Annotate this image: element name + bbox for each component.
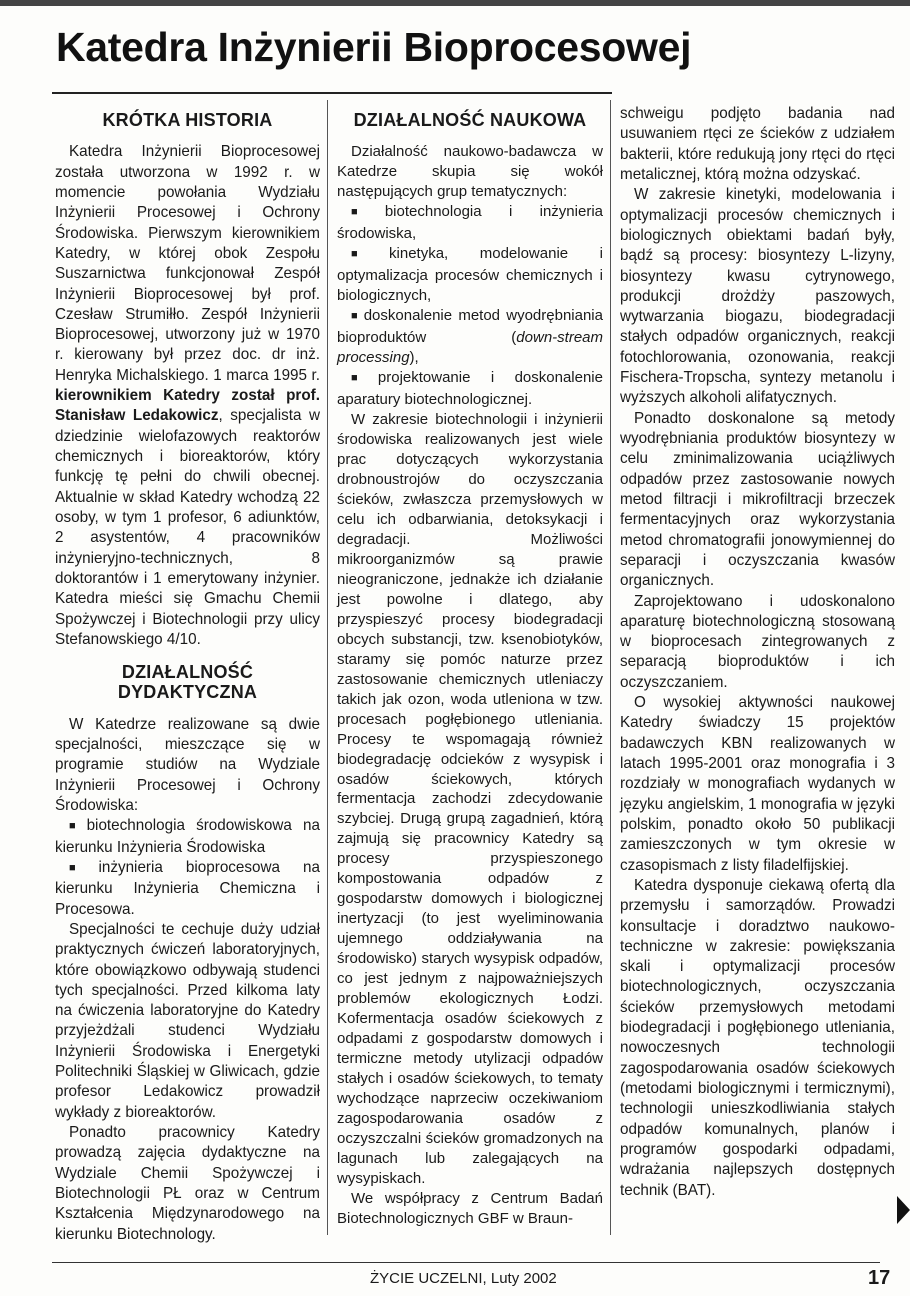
science-bullet-3-text-b: ), [409, 348, 419, 366]
magazine-issue: ŻYCIE UCZELNI, Luty 2002 [370, 1270, 557, 1287]
section-heading-science: DZIAŁALNOŚĆ NAUKOWA [353, 110, 587, 130]
didactic-bullet-2 [55, 858, 320, 920]
column-3 [620, 104, 895, 1201]
column-1 [55, 104, 320, 1245]
section-heading-history: KRÓTKA HISTORIA [102, 110, 273, 130]
history-text-a: Katedra Inżynierii Bioprocesowej została utworzona w 1992 r. w momencie powołania Wydziału Inżynierii Procesowej i Ochrony Środowiska. Pierwszym kierownikiem Katedry, w której obok Zespołu Suszarnictwa funkcjonował Zespół Inżynierii Bioprocesowej był prof. Czesław Strumiłło. Zespół Inżynierii Bioprocesowej, utworzony już w 1970 r. kierowany był przez doc. dr inż. Henryka Michalskiego. 1 marca 1995 r. [55, 143, 320, 384]
col3-paragraph-6: Katedra dysponuje ciekawą ofertą dla przemysłu i samorządów. Prowadzi konsultacje i doradztwo naukowo-techniczne w zakresie: powiększania skali i optymalizacji procesów biotechnologicznych, oczyszczania ścieków przemysłowych metodami biodegradacji i pogłębionego utleniania, nowoczesnych technologii zagospodarowania osadów ściekowych (metodami biologicznymi i termicznymi), technologii unieszkodliwiania stałych odpadów komunalnych, planów i programów gospodarki odpadami, wdrażania najlepszych dostępnych technik (BAT). [620, 876, 895, 1199]
didactic-paragraph-3: Ponadto pracownicy Katedry prowadzą zajęcia dydaktyczne na Wydziale Chemii Spożywczej i Biotechnologii PŁ oraz w Centrum Kształcenia Międzynarodowego na kierunku Biotechnology. [55, 1124, 320, 1243]
science-bullet-4 [337, 368, 603, 410]
didactic-paragraph-2: Specjalności te cechuje duży udział praktycznych ćwiczeń laboratoryjnych, które obowiązkowo odbywają studenci tych specjalności. Przed kilkoma laty na ćwiczenia laboratoryjne do Katedry przyjeżdżali studenci Wydziału Inżynierii Środowiska i Energetyki Politechniki Śląskiej w Gliwicach, gdzie profesor Ledakowicz prowadził wykłady z bioreaktorów. [55, 920, 320, 1121]
footer-rule [52, 1262, 880, 1263]
science-paragraph-3: We współpracy z Centrum Badań Biotechnologicznych GBF w Braun- [337, 1190, 603, 1228]
science-bullet-3-text-a: doskonalenie metod wyodrębniania bioproduktów ( [337, 306, 603, 346]
section-heading-didactic: DZIAŁALNOŚĆ DYDAKTYCZNA [117, 662, 258, 703]
science-bullet-2-text: kinetyka, modelowanie i optymalizacja procesów chemicznych i biologicznych, [337, 244, 603, 304]
column-2 [337, 104, 603, 1229]
didactic-bullet-1-text: biotechnologia środowiskowa na kierunku Inżynieria Środowiska [55, 817, 320, 856]
science-paragraph-2: W zakresie biotechnologii i inżynierii środowiska realizowanych jest wiele prac dotyczących wykorzystania drobnoustrojów do oczyszczania ścieków, zwłaszcza przemysłowych w celu ich odbarwiania, detoksykacji i degradacji. Możliwości mikroorganizmów są prawie nieograniczone, jednakże ich działanie jest powolne i dlatego, aby przyspieszyć procesy biodegradacji obcych substancji, tzw. ksenobiotyków, staramy się pomóc naturze przez zastosowanie chemicznych utleniaczy takich jak ozon, woda utleniona w tzw. procesach pogłębionego utleniania. Procesy te wspomagają również biodegradację odcieków z wysypisk i osadów ściekowych, których fermentacja zachodzi zdecydowanie szybciej. Drugą grupą zagadnień, którą zajmują się pracownicy Katedry są procesy przyspieszonego kompostowania odpadów z gospodarstw domowych i biologicznej inertyzacji (to jest wyeliminowania ujemnego oddziaływania na środowisko) starych wysypisk odpadów, co jest jednym z najpoważniejszych problemów ekologicznych Łodzi. Kofermentacja osadów ściekowych z odpadami z gospodarstw domowych i termiczne metody utylizacji odpadów stałych i osadów ściekowych, to tematy wychodzące naprzeciw oczekiwaniom zagospodarowania osadów z oczyszczalni ścieków gromadzonych na lagunach lub zalegających na wysypiskach. [337, 410, 603, 1188]
col3-paragraph-3: Ponadto doskonalone są metody wyodrębniania produktów biosyntezy w celu zminimalizowania uciążliwych odpadów przez zastosowanie nowych metod filtracji i mikrofiltracji brzeczek fermentacyjnych oraz wykorzystania metod chromatografii jonowymiennej do separacji i oczyszczania kwasów organicznych. [620, 409, 895, 590]
science-bullet-1-text: biotechnologia i inżynieria środowiska, [337, 202, 603, 242]
history-text-b: , specjalista w dziedzinie wielofazowych reaktorów chemicznych i bioreaktorów, który funkcję tę pełni do chwili obecnej. Aktualnie w skład Katedry wchodzą 22 osoby, w tym 1 profesor, 6 adiunktów, 2 asystentów, 4 pracowników inżynieryjno-technicznych, 8 doktorantów i 1 emerytowany inżynier. Katedra mieści się Gmachu Chemii Spożywczej i Biotechnologii przy ulicy Stefanowskiego 4/10. [55, 407, 320, 648]
science-bullet-3 [337, 306, 603, 368]
history-bold: kierownikiem Katedry został prof. Stanisław Ledakowicz [55, 387, 320, 425]
science-bullet-1 [337, 202, 603, 244]
column-divider-1 [327, 100, 328, 1235]
col3-paragraph-1: schweigu podjęto badania nad usuwaniem rtęci ze ścieków z udziałem bakterii, które redukują jony rtęci do rtęci metalicznej, którą można odzyskać. [620, 105, 895, 183]
didactic-bullet-1 [55, 816, 320, 858]
history-paragraph [55, 142, 320, 650]
col3-paragraph-2: W zakresie kinetyki, modelowania i optymalizacji procesów chemicznych i biologicznych obiektami badań były, bądź są procesy: biosyntezy L-lizyny, biosyntezy kwasu cytrynowego, produkcji drożdży paszowych, wytwarzania biogazu, biodegradacji stałych odpadów organicznych, reakcji fotochlorowania, ozonowania, reakcji Fischera-Tropscha, syntezy metanolu i wyższych alkoholi alifatycznych. [620, 186, 895, 407]
science-bullet-3-italic: down-stream processing [337, 328, 603, 366]
scan-edge [0, 0, 910, 6]
continue-arrow-icon [897, 1196, 910, 1224]
title-rule [52, 92, 612, 94]
page-number: 17 [868, 1267, 891, 1289]
didactic-bullet-2-text: inżynieria bioprocesowa na kierunku Inżynieria Chemiczna i Procesowa. [55, 858, 320, 918]
page-title: Katedra Inżynierii Bioprocesowej [56, 24, 692, 70]
col3-paragraph-4: Zaprojektowano i udoskonalono aparaturę biotechnologiczną stosowaną w bioprocesach zintegrowanych z separacją bioproduktów i ich oczyszczaniem. [620, 592, 895, 691]
column-divider-2 [610, 100, 611, 1235]
didactic-paragraph-1: W Katedrze realizowane są dwie specjalności, mieszczące się w programie studiów na Wydziale Inżynierii Procesowej i Ochrony Środowiska: [55, 715, 320, 814]
science-paragraph-1: Działalność naukowo-badawcza w Katedrze skupia się wokół następujących grup tematycznych: [337, 142, 603, 200]
science-bullet-2 [337, 244, 603, 306]
col3-paragraph-5: O wysokiej aktywności naukowej Katedry świadczy 15 projektów badawczych KBN realizowanych w latach 1995-2001 oraz monografia i 3 rozdziały w monografiach wydanych w języku angielskim, 1 monografia w języki polskim, ponadto około 50 publikacji zamieszczonych w tym okresie w czasopismach z listy filadelfijskiej. [620, 694, 895, 874]
science-bullet-4-text: projektowanie i doskonalenie aparatury biotechnologicznej. [337, 368, 603, 408]
